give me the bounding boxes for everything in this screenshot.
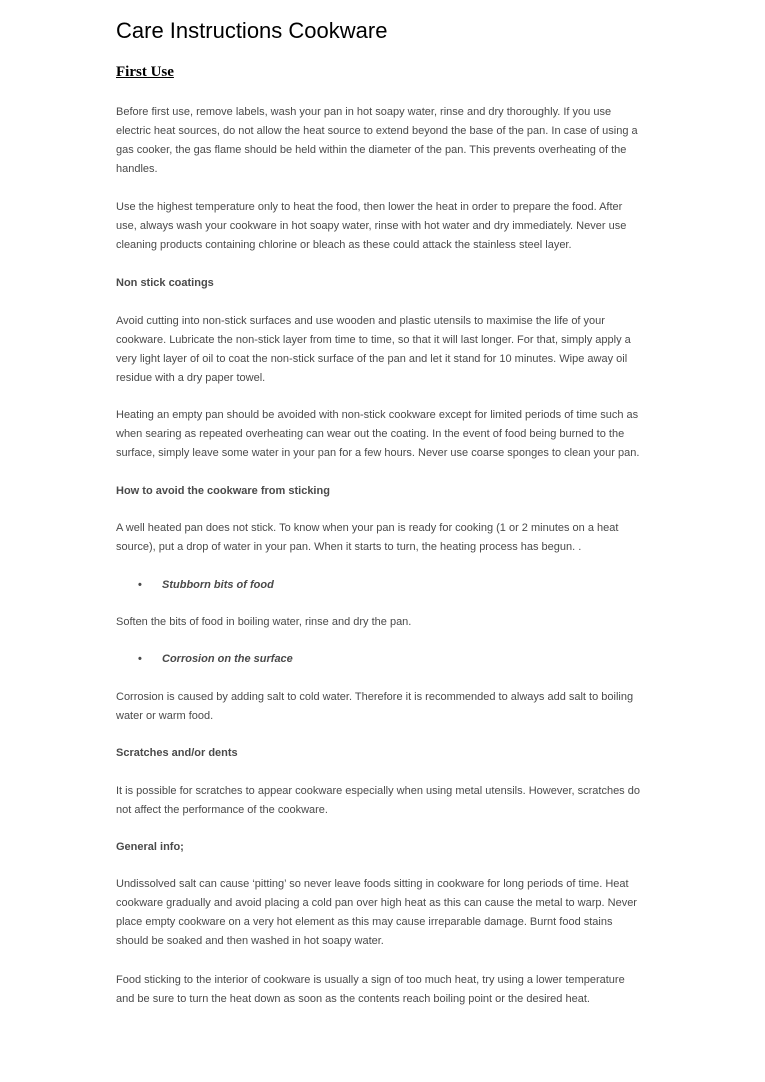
stubborn-paragraph: Soften the bits of food in boiling water, rinse and dry the pan. [116,616,412,628]
first-use-paragraph-1: Before first use, remove labels, wash your pan in hot soapy water, rinse and dry thoroughly. If you use electric heat sources, do not allow the heat source to extend beyond the base of the pan. In case of using a gas cooker, the gas flame should be held within the diameter of the pan. This prevents overheating of the handles. [116,106,638,175]
non-stick-heading: Non stick coatings [116,277,214,289]
bullet-dot-icon: • [138,653,142,665]
corrosion-paragraph: Corrosion is caused by adding salt to cold water. Therefore it is recommended to always add salt to boiling water or warm food. [116,691,634,722]
bullet-label-stubborn: Stubborn bits of food [162,579,274,591]
scratches-heading: Scratches and/or dents [116,747,238,759]
sticking-paragraph: A well heated pan does not stick. To know when your pan is ready for cooking (1 or 2 minutes on a heat source), put a drop of water in your pan. When it starts to turn, the heating process has begun. . [116,522,619,553]
bullet-item-stubborn [138,576,274,595]
non-stick-paragraph-2: Heating an empty pan should be avoided with non-stick cookware except for limited periods of time such as when searing as repeated overheating can wear out the coating. In the event of food being burned to the surface, simply leave some water in your pan for a few hours. Never use coarse sponges to clean your pan. [116,409,640,459]
document-title: Care Instructions Cookware [116,18,388,43]
first-use-paragraph-2: Use the highest temperature only to heat the food, then lower the heat in order to prepare the food. After use, always wash your cookware in hot soapy water, rinse with hot water and dry immediately. Never use cleaning products containing chlorine or bleach as these could attack the stainless steel layer. [116,201,627,251]
first-use-heading: First Use [116,64,174,80]
non-stick-paragraph-1: Avoid cutting into non-stick surfaces and use wooden and plastic utensils to maximise the life of your cookware. Lubricate the non-stick layer from time to time, so that it will last longer. For that, simply apply a very light layer of oil to coat the non-stick surface of the pan and let it stand for 10 minutes. Wipe away oil residue with a dry paper towel. [116,315,631,384]
bullet-item-corrosion [138,650,293,669]
general-info-heading: General info; [116,841,184,853]
sticking-heading: How to avoid the cookware from sticking [116,485,330,497]
general-info-paragraph-1: Undissolved salt can cause ‘pitting’ so never leave foods sitting in cookware for long periods of time. Heat cookware gradually and avoid placing a cold pan over high heat as this can cause the metal to warp. Never place empty cookware on a very hot element as this may cause irreparable damage. Burnt food stains should be soaked and then washed in hot soapy water. [116,878,637,947]
bullet-label-corrosion: Corrosion on the surface [162,653,293,665]
bullet-dot-icon: • [138,579,142,591]
scratches-paragraph: It is possible for scratches to appear cookware especially when using metal utensils. However, scratches do not affect the performance of the cookware. [116,785,640,816]
general-info-paragraph-2: Food sticking to the interior of cookware is usually a sign of too much heat, try using a lower temperature and be sure to turn the heat down as soon as the contents reach boiling point or the desired heat. [116,974,625,1005]
